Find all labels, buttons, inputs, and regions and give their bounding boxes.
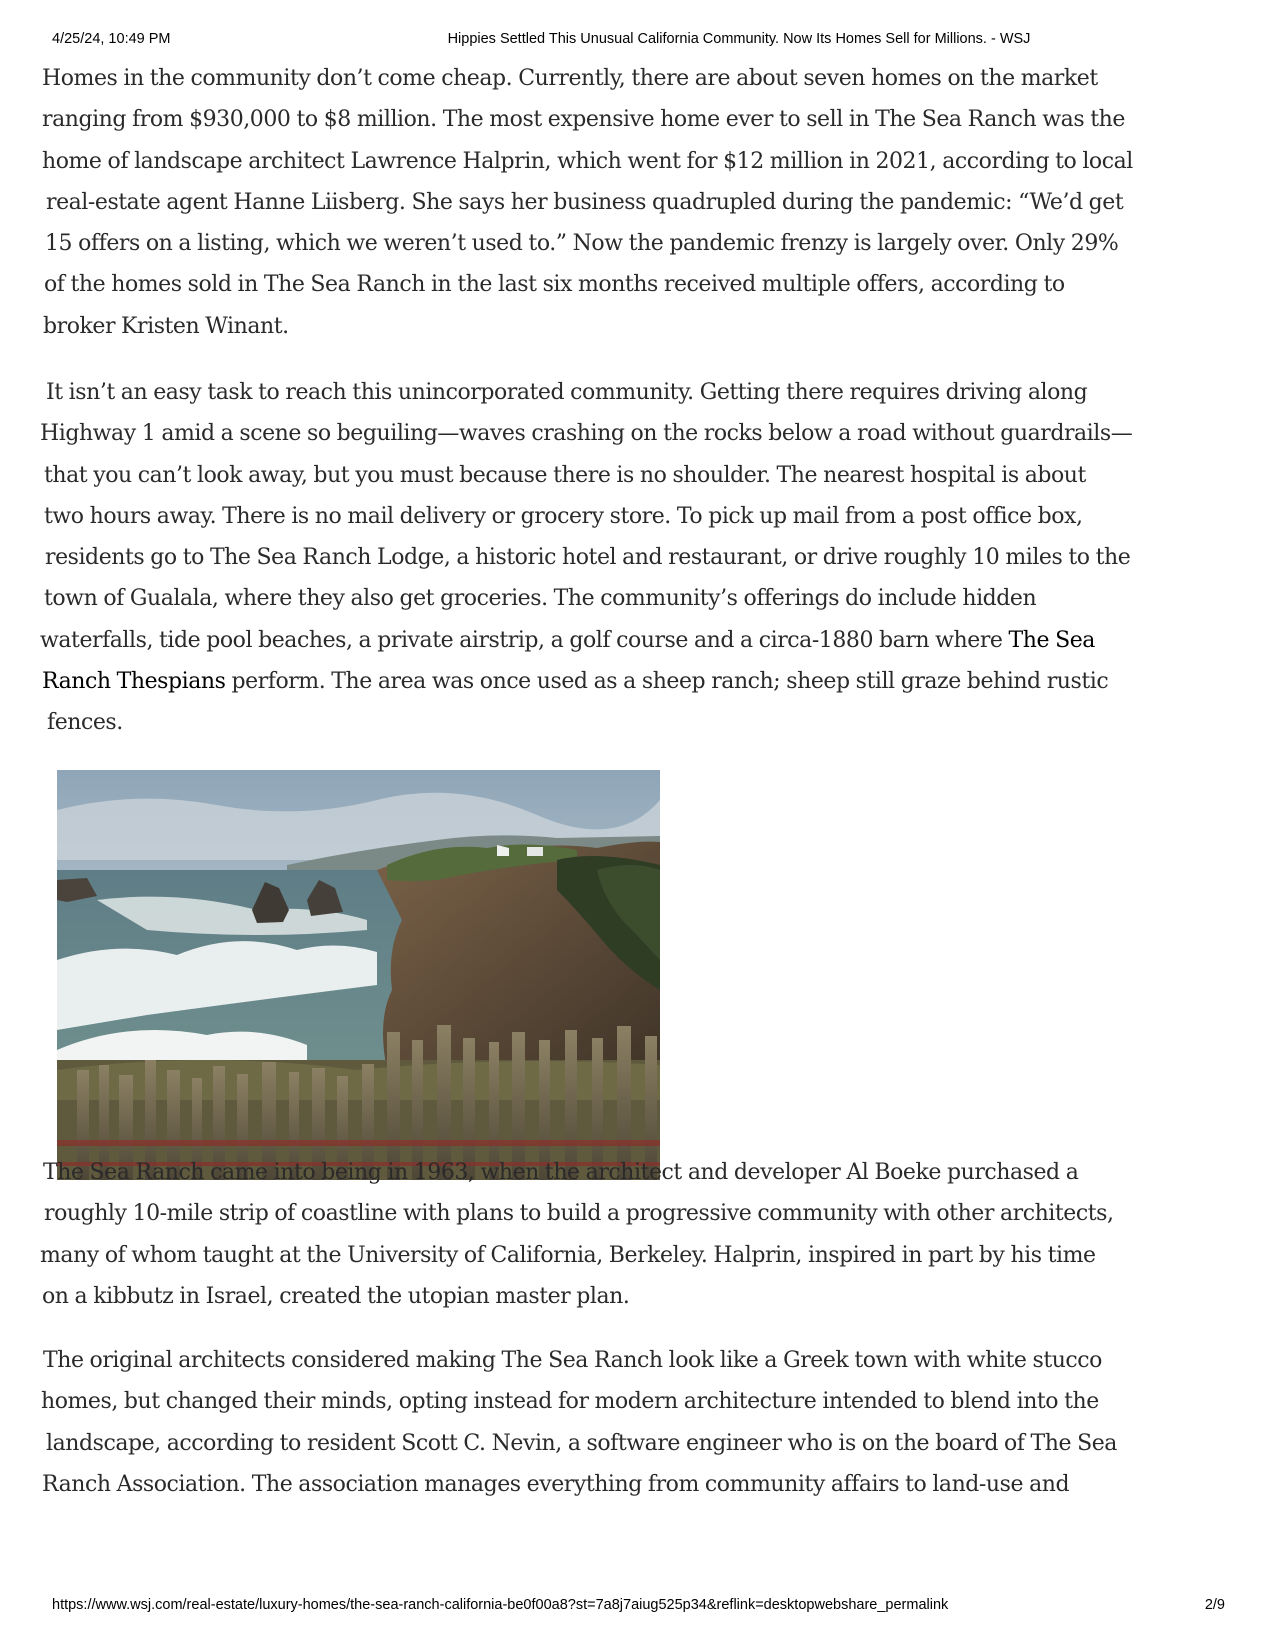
paragraph-line: The original architects considered making The Sea Ranch look like a Greek town with white stucco [43,1348,1102,1373]
paragraph-line: home of landscape architect Lawrence Halprin, which went for $12 million in 2021, according to local [42,148,1133,174]
paragraph-line: Homes in the community don’t come cheap. Currently, there are about seven homes on the market [42,66,1098,91]
paragraph-line: on a kibbutz in Israel, created the utopian master plan. [42,1283,630,1309]
article-paragraph-history [40,1152,1220,1317]
paragraph-line: Ranch Association. The association manages everything from community affairs to land-use and [42,1471,1070,1497]
paragraph-line: two hours away. There is no mail delivery or grocery store. To pick up mail from a post office box, [44,503,1083,529]
coastline-photo-illustration [57,770,660,1180]
paragraph-line: fences. [47,710,123,736]
paragraph-line: real-estate agent Hanne Liisberg. She says her business quadrupled during the pandemic: “We’d get [46,189,1124,215]
paragraph-line: It isn’t an easy task to reach this unincorporated community. Getting there requires driving along [46,380,1088,405]
article-paragraph-architecture [41,1340,1220,1505]
paragraph-line: that you can’t look away, but you must because there is no shoulder. The nearest hospital is about [44,462,1086,488]
article-paragraph-homes-prices [42,58,1220,347]
paragraph-line: roughly 10-mile strip of coastline with plans to build a progressive community with other architects, [44,1201,1114,1227]
paragraph-line [42,661,1220,702]
paragraph-line: Highway 1 amid a scene so beguiling—waves crashing on the rocks below a road without guardrails— [40,421,1133,447]
print-page-title: Hippies Settled This Unusual California Community. Now Its Homes Sell for Millions. - WSJ [447,31,1031,47]
paragraph-line: many of whom taught at the University of California, Berkeley. Halprin, inspired in part by his time [40,1242,1096,1268]
paragraph-line: of the homes sold in The Sea Ranch in the last six months received multiple offers, according to [44,272,1065,298]
article-paragraph-access [40,372,1220,744]
sea-ranch-thespians-link-part2[interactable]: Ranch Thespians [42,669,226,695]
paragraph-line: residents go to The Sea Ranch Lodge, a historic hotel and restaurant, or drive roughly 10 miles to the [45,545,1131,571]
paragraph-line: 15 offers on a listing, which we weren’t used to.” Now the pandemic frenzy is largely over. Only 29% [45,231,1119,257]
paragraph-line-text: waterfalls, tide pool beaches, a private airstrip, a golf course and a circa-1880 barn where [40,627,1009,653]
paragraph-line: landscape, according to resident Scott C. Nevin, a software engineer who is on the board of The Sea [46,1430,1117,1456]
print-date: 4/25/24, 10:49 PM [52,31,171,47]
coastline-photo [57,770,660,1180]
print-page-number: 2/9 [1204,1597,1225,1613]
paragraph-line: homes, but changed their minds, opting instead for modern architecture intended to blend into the [41,1389,1099,1415]
paragraph-line [40,620,1220,661]
print-footer [0,1597,1275,1617]
paragraph-line: town of Gualala, where they also get groceries. The community’s offerings do include hidden [44,586,1037,612]
paragraph-line: ranging from $930,000 to $8 million. The most expensive home ever to sell in The Sea Ranch was the [42,107,1125,133]
sea-ranch-thespians-link-part1[interactable]: The Sea [1008,627,1095,653]
paragraph-line: broker Kristen Winant. [43,313,289,339]
print-url: https://www.wsj.com/real-estate/luxury-homes/the-sea-ranch-california-be0f00a8?st=7a8j7aiug525p34&reflink=desktopwebshare_permalink [52,1597,949,1613]
paragraph-line: The Sea Ranch came into being in 1963, when the architect and developer Al Boeke purchased a [43,1160,1079,1185]
paragraph-line-text: perform. The area was once used as a sheep ranch; sheep still graze behind rustic [225,669,1109,695]
